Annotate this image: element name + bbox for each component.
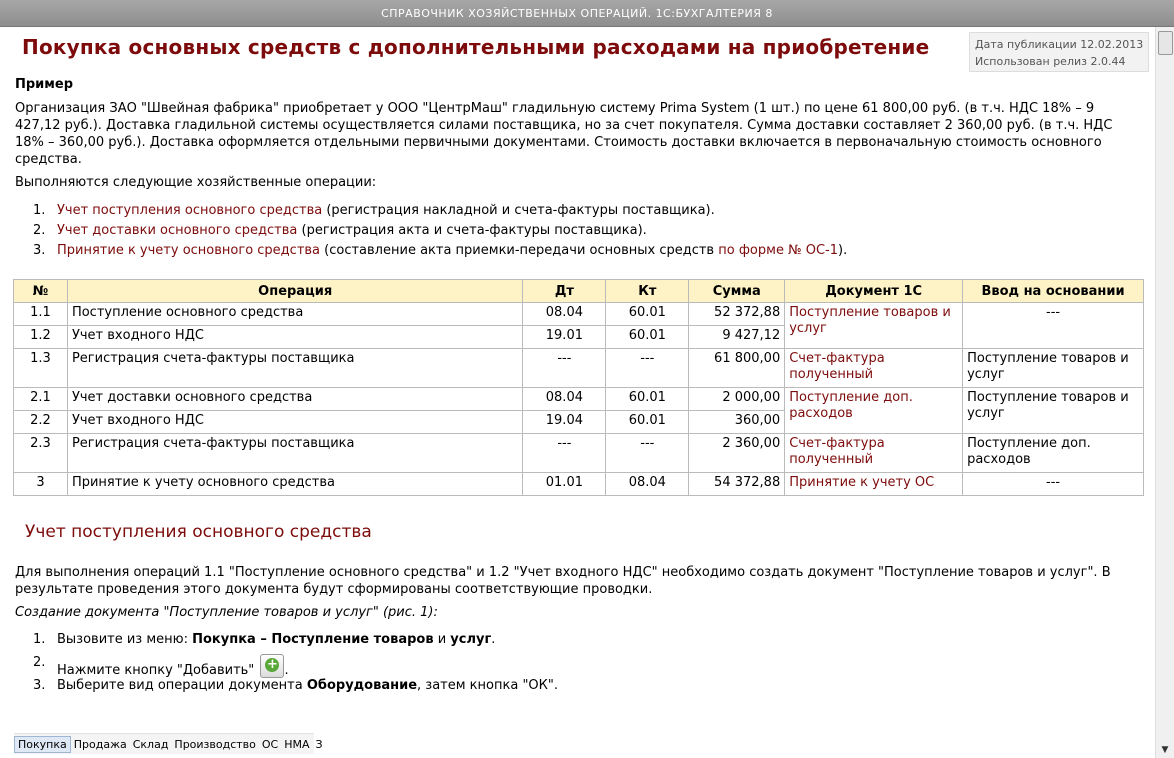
list-item (15, 677, 558, 700)
menu-item-fixed-assets[interactable]: ОС (261, 737, 279, 751)
figure-menu-strip (14, 733, 323, 754)
cell-document (785, 388, 963, 434)
menu-item-warehouse[interactable]: Склад (132, 737, 169, 751)
cell-operation: Учет доставки основного средства (67, 388, 522, 411)
list-item (15, 242, 847, 262)
step-text: . (491, 632, 496, 647)
cell-num: 2.1 (14, 388, 68, 411)
scrollbar-thumb[interactable] (1158, 31, 1173, 55)
menu-item-intangibles[interactable]: НМА (284, 737, 310, 751)
list-number: 3. (33, 243, 46, 258)
list-text: (регистрация акта и счета-фактуры поставщика). (297, 223, 647, 238)
col-operation-header: Операция (67, 280, 522, 303)
example-heading: Пример (15, 77, 74, 92)
col-num-header: № (14, 280, 68, 303)
cell-basis: Поступление товаров и услуг (963, 388, 1144, 434)
list-number: 2. (33, 655, 46, 670)
menu-item-purchase[interactable]: Покупка (14, 736, 71, 753)
cell-num: 1.2 (14, 326, 68, 349)
cell-debit: --- (523, 349, 606, 388)
cell-debit: 19.01 (523, 326, 606, 349)
step-text: Выберите вид операции документа (57, 678, 307, 693)
page-title: Покупка основных средств с дополнительными расходами на приобретение (22, 35, 930, 59)
cell-debit: 19.04 (523, 411, 606, 434)
cell-credit: --- (606, 434, 689, 473)
cell-num: 1.1 (14, 303, 68, 326)
section-text: Для выполнения операций 1.1 "Поступление основного средства" и 1.2 "Учет входного НДС" необходимо создать документ "Поступление товаров и услуг". В результате проведения этого документа будут сформированы соответствующие проводки. (15, 565, 1111, 597)
table-row (14, 303, 1144, 326)
list-item (15, 202, 847, 222)
cell-document (785, 349, 963, 388)
cell-operation: Принятие к учету основного средства (67, 473, 522, 496)
col-credit-header: Кт (606, 280, 689, 303)
list-item (15, 222, 847, 242)
cell-credit: 08.04 (606, 473, 689, 496)
steps-list (15, 631, 558, 700)
operations-list (15, 202, 847, 262)
col-debit-header: Дт (523, 280, 606, 303)
list-item (15, 631, 558, 654)
cell-operation: Регистрация счета-фактуры поставщика (67, 434, 522, 473)
step-text: , затем кнопка "ОК". (417, 678, 558, 693)
list-number: 3. (33, 678, 46, 693)
add-icon (260, 654, 284, 678)
cell-debit: 08.04 (523, 388, 606, 411)
menu-path: Покупка – Поступление товаров (192, 632, 434, 647)
table-row (14, 349, 1144, 388)
window-title: СПРАВОЧНИК ХОЗЯЙСТВЕННЫХ ОПЕРАЦИЙ. 1С:БУХГАЛТЕРИЯ 8 (381, 6, 773, 20)
cell-credit: 60.01 (606, 411, 689, 434)
publication-info (969, 32, 1149, 72)
cell-num: 2.3 (14, 434, 68, 473)
cell-operation: Регистрация счета-фактуры поставщика (67, 349, 522, 388)
table-row (14, 473, 1144, 496)
menu-item-sales[interactable]: Продажа (73, 737, 127, 751)
step-text: . (284, 663, 289, 678)
col-sum-header: Сумма (689, 280, 785, 303)
cell-sum: 360,00 (689, 411, 785, 434)
col-basis-header: Ввод на основании (963, 280, 1144, 303)
cell-document (785, 303, 963, 349)
cell-operation: Учет входного НДС (67, 326, 522, 349)
doc-link-invoice-received-2[interactable]: Счет-фактура полученный (789, 436, 885, 467)
cell-debit: --- (523, 434, 606, 473)
list-number: 2. (33, 223, 46, 238)
form-os1-link[interactable]: по форме № ОС-1 (718, 243, 839, 258)
menu-item-production[interactable]: Производство (174, 737, 256, 751)
table-row (14, 434, 1144, 473)
cell-sum: 2 000,00 (689, 388, 785, 411)
cell-credit: 60.01 (606, 388, 689, 411)
col-document-header: Документ 1С (785, 280, 963, 303)
cell-debit: 01.01 (523, 473, 606, 496)
publication-date: Дата публикации 12.02.2013 (975, 38, 1144, 51)
cell-credit: 60.01 (606, 303, 689, 326)
cell-sum: 52 372,88 (689, 303, 785, 326)
window-titlebar (0, 0, 1174, 27)
cell-num: 1.3 (14, 349, 68, 388)
list-text: (регистрация накладной и счета-фактуры поставщика). (322, 203, 715, 218)
cell-operation: Учет входного НДС (67, 411, 522, 434)
cell-debit: 08.04 (523, 303, 606, 326)
op-link-delivery[interactable]: Учет доставки основного средства (57, 223, 298, 238)
list-number: 1. (33, 203, 46, 218)
table-header-row (14, 280, 1144, 303)
cell-basis: --- (963, 473, 1144, 496)
section-title: Учет поступления основного средства (25, 522, 372, 542)
vertical-scrollbar[interactable] (1155, 27, 1174, 758)
list-text: ). (838, 243, 848, 258)
article-content (0, 27, 1154, 758)
menu-item-more[interactable]: З (315, 737, 323, 751)
doc-link-invoice-received[interactable]: Счет-фактура полученный (789, 351, 885, 382)
doc-link-os-acceptance[interactable]: Принятие к учету ОС (789, 475, 935, 490)
table-row (14, 388, 1144, 411)
release-version: Использован релиз 2.0.44 (975, 55, 1126, 68)
menu-path-end: услуг (450, 632, 492, 647)
cell-sum: 54 372,88 (689, 473, 785, 496)
cell-basis: Поступление доп. расходов (963, 434, 1144, 473)
cell-operation: Поступление основного средства (67, 303, 522, 326)
cell-credit: 60.01 (606, 326, 689, 349)
cell-sum: 9 427,12 (689, 326, 785, 349)
cell-num: 3 (14, 473, 68, 496)
cell-basis: Поступление товаров и услуг (963, 349, 1144, 388)
cell-sum: 61 800,00 (689, 349, 785, 388)
cell-document (785, 434, 963, 473)
cell-credit: --- (606, 349, 689, 388)
doc-link-extra-costs[interactable]: Поступление доп. расходов (789, 390, 913, 421)
scroll-down-arrow-icon[interactable]: ▼ (1161, 745, 1169, 755)
cell-num: 2.2 (14, 411, 68, 434)
list-number: 1. (33, 632, 46, 647)
procedure-caption: Создание документа "Поступление товаров и услуг" (рис. 1): (15, 605, 438, 620)
doc-link-goods-receipt[interactable]: Поступление товаров и услуг (789, 305, 951, 336)
cell-basis: --- (963, 303, 1144, 349)
op-link-acceptance[interactable]: Принятие к учету основного средства (57, 243, 321, 258)
op-link-receipt[interactable]: Учет поступления основного средства (57, 203, 323, 218)
list-item (15, 654, 558, 677)
cell-sum: 2 360,00 (689, 434, 785, 473)
step-text: и (433, 632, 451, 647)
example-text: Организация ЗАО "Швейная фабрика" приобретает у ООО "ЦентрМаш" гладильную систему Prima System (1 шт.) по цене 61 800,00 руб. (в т.ч. НДС 18% – 9 427,12 руб.). Доставка гладильной системы осуществляется силами поставщика, но за счет покупателя. Сумма доставки составляет 2 360,00 руб. (в т.ч. НДС 18% – 360,00 руб.). Доставка оформляется отдельными первичными документами. Стоимость доставки включается в первоначальную стоимость основного средства. (15, 101, 1113, 167)
operation-type: Оборудование (306, 678, 418, 693)
list-text: (составление акта приемки-передачи основных средств (320, 243, 719, 258)
cell-document (785, 473, 963, 496)
step-text: Вызовите из меню: (57, 632, 193, 647)
step-text: Нажмите кнопку "Добавить" (57, 663, 259, 678)
operations-table (13, 279, 1144, 496)
operations-intro: Выполняются следующие хозяйственные операции: (15, 175, 377, 190)
